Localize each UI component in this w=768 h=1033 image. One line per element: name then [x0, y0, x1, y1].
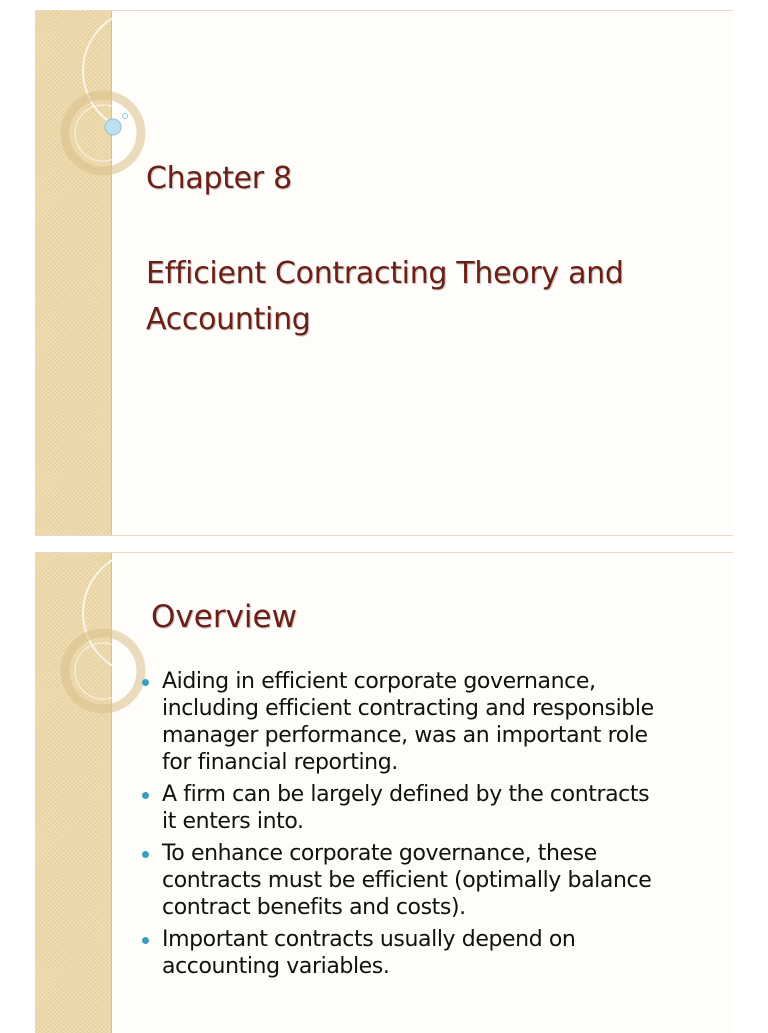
bullet-line: To enhance corporate governance, these — [162, 841, 597, 866]
bullet-item — [142, 781, 702, 835]
bullet-line: including efficient contracting and responsible — [162, 696, 654, 721]
bullet-line: Important contracts usually depend on — [162, 927, 576, 952]
slide-title — [146, 251, 706, 343]
bullet-marker-icon — [142, 679, 149, 686]
bullet-line: manager performance, was an important role — [162, 723, 648, 748]
bullet-marker-icon — [142, 851, 149, 858]
overview-slide — [35, 552, 733, 1033]
bullet-line: Aiding in efficient corporate governance, — [162, 669, 596, 694]
bullet-line: contracts must be efficient (optimally balance — [162, 868, 652, 893]
bullet-item — [142, 926, 702, 980]
title-line: Accounting — [146, 302, 311, 337]
bullet-line: accounting variables. — [162, 954, 390, 979]
chapter-heading: Chapter 8 — [146, 161, 292, 196]
title-line: Efficient Contracting Theory and — [146, 256, 624, 291]
bullet-line: for financial reporting. — [162, 750, 398, 775]
bullet-marker-icon — [142, 792, 149, 799]
bullet-line: contract benefits and costs). — [162, 895, 466, 920]
decorative-circles-icon — [35, 11, 155, 211]
bullet-list — [142, 668, 702, 985]
decorative-circles-icon — [35, 553, 155, 753]
bullet-item — [142, 668, 702, 776]
bullet-line: it enters into. — [162, 809, 304, 834]
bullet-marker-icon — [142, 937, 149, 944]
title-slide — [35, 10, 733, 536]
overview-heading: Overview — [151, 599, 297, 635]
bullet-line: A firm can be largely defined by the contracts — [162, 782, 650, 807]
bullet-item — [142, 840, 702, 921]
